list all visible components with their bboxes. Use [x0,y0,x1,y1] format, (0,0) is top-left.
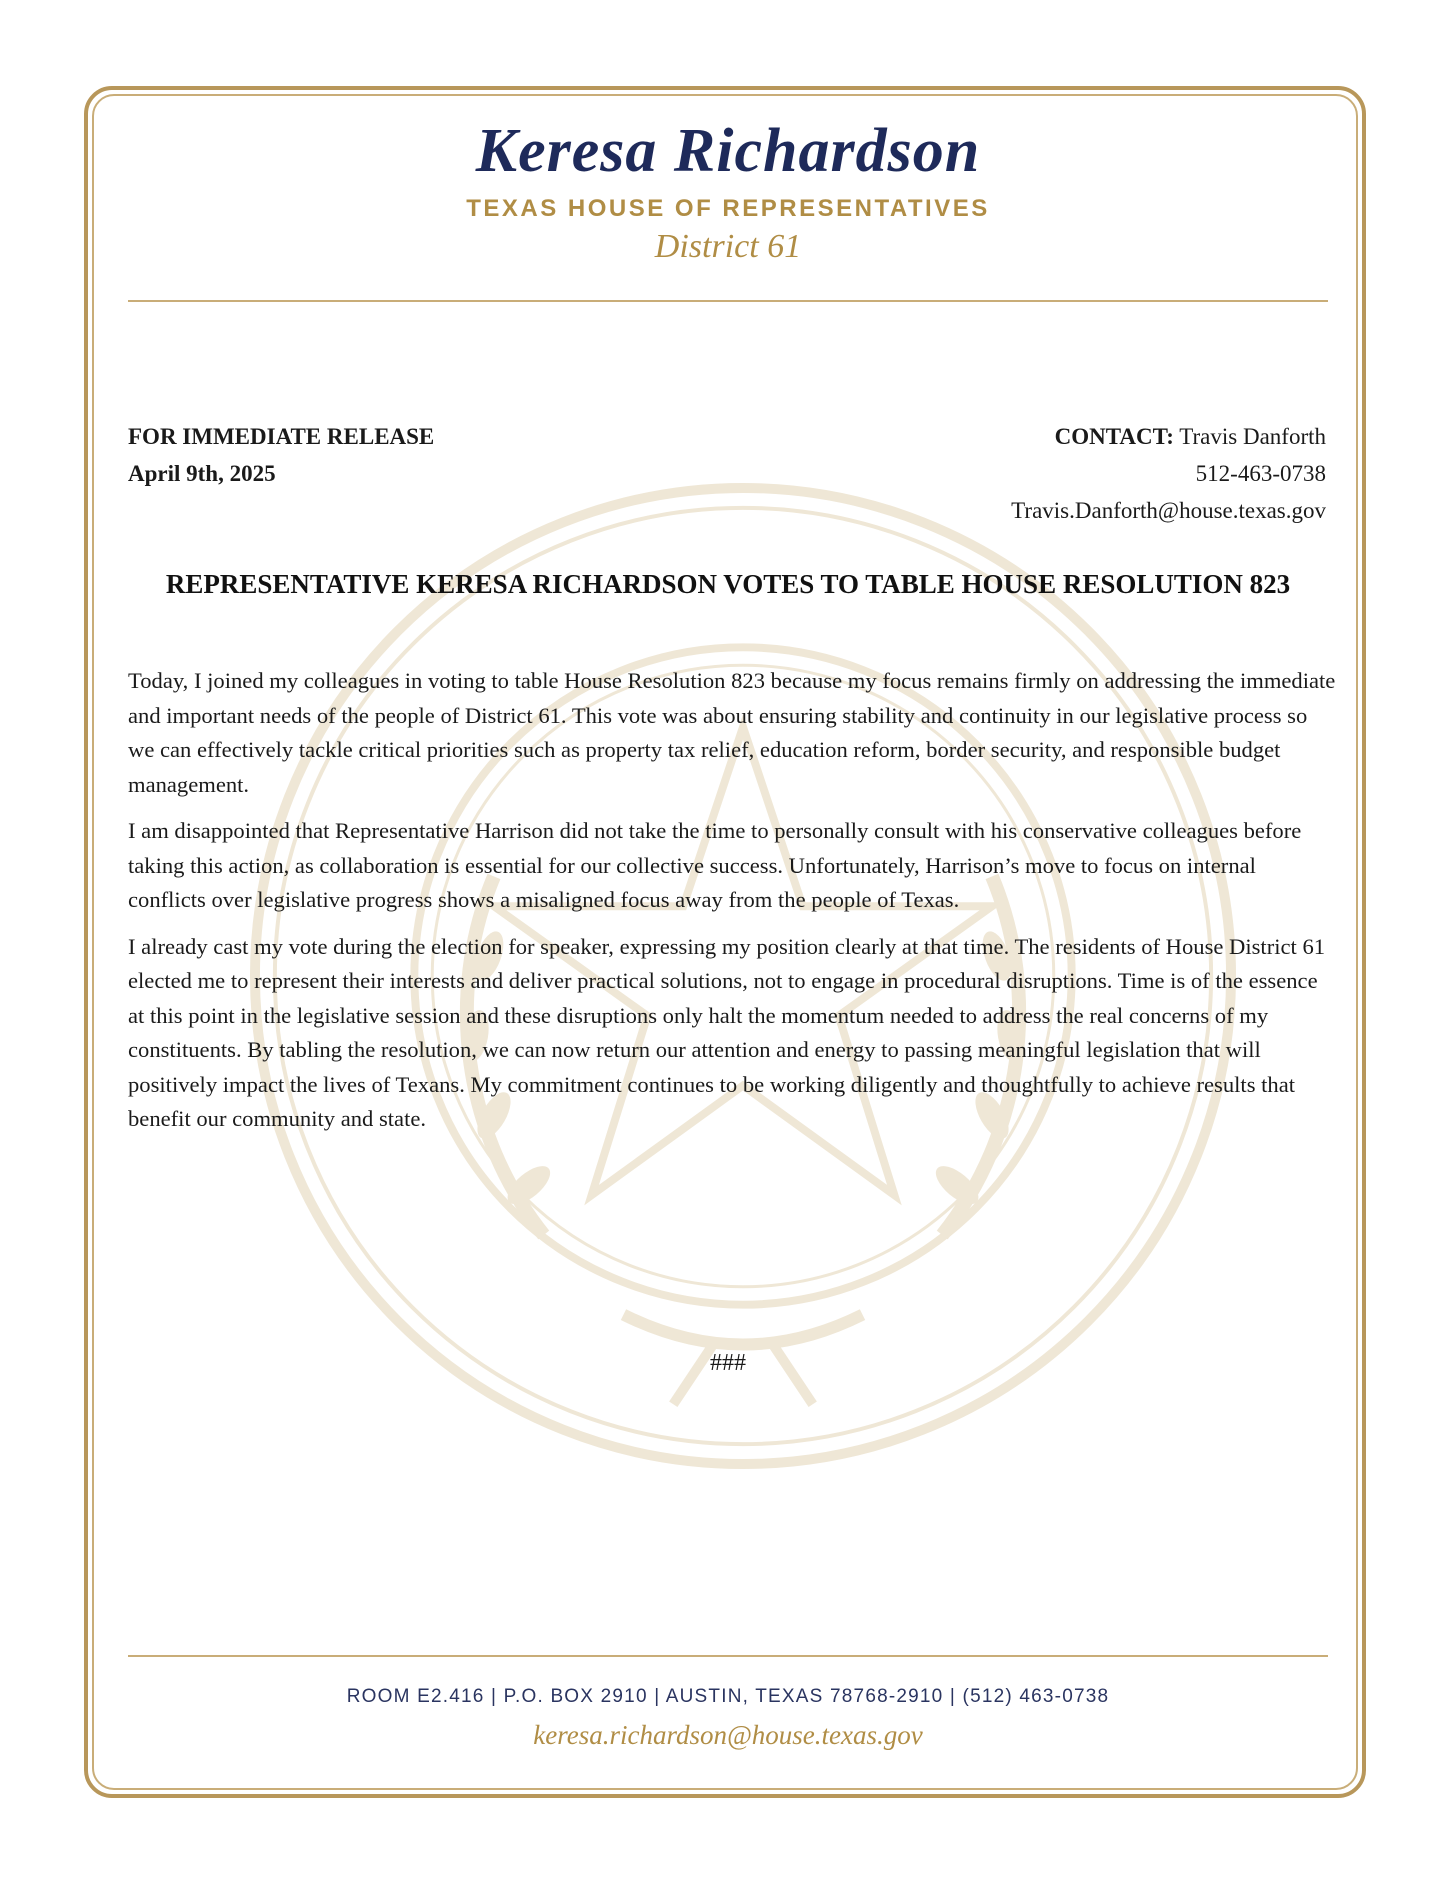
letterhead [0,115,1456,267]
press-release-body [128,664,1338,1149]
release-label: FOR IMMEDIATE RELEASE [128,424,435,449]
contact-phone: 512-463-0738 [1195,461,1326,486]
representative-name: Keresa Richardson [475,117,981,185]
header-divider [128,300,1328,302]
paragraph: I am disappointed that Representative Harrison did not take the time to personally consult with his conservative colleagues before taking this action, as collaboration is essential for our collective success. Unfortunately, Harrison’s move to focus on internal conflicts over legislative progress shows a misaligned focus away from the people of Texas. [128,818,1302,912]
press-release-headline: REPRESENTATIVE KERESA RICHARDSON VOTES TO TABLE HOUSE RESOLUTION 823 [165,569,1291,599]
contact-name: Travis Danforth [1179,424,1326,449]
contact-email[interactable]: Travis.Danforth@house.texas.gov [1011,498,1326,523]
footer-address: ROOM E2.416 | P.O. BOX 2910 | AUSTIN, TEXAS 78768-2910 | (512) 463-0738 [346,1686,1110,1707]
footer-email[interactable]: keresa.richardson@house.texas.gov [533,1720,923,1750]
contact-info [1011,418,1326,529]
paragraph: Today, I joined my colleagues in voting to table House Resolution 823 because my focus remains firmly on addressing the immediate and important needs of the people of District 61. This vote was about ensuring stability and continuity in our legislative process so we can effectively tackle critical priorities such as property tax relief, education reform, border security, and responsible budget management. [128,668,1336,797]
paragraph: I already cast my vote during the election for speaker, expressing my position clearly at that time. The residents of House District 61 elected me to represent their interests and deliver practical solutions, not to engage in procedural disruptions. Time is of the essence at this point in the legislative session and these disruptions only halt the momentum needed to address the real concerns of my constituents. By tabling the resolution, we can now return our attention and energy to passing meaningful legislation that will positively impact the lives of Texans. My commitment continues to be working diligently and thoughtfully to achieve results that benefit our community and state. [128,933,1326,1131]
release-info [128,418,434,492]
district-label: District 61 [654,228,802,265]
end-mark: ### [710,1350,746,1376]
release-date: April 9th, 2025 [128,461,276,486]
contact-label: CONTACT: [1054,424,1174,449]
chamber-title: TEXAS HOUSE OF REPRESENTATIVES [466,195,990,222]
footer-divider [128,1655,1328,1657]
